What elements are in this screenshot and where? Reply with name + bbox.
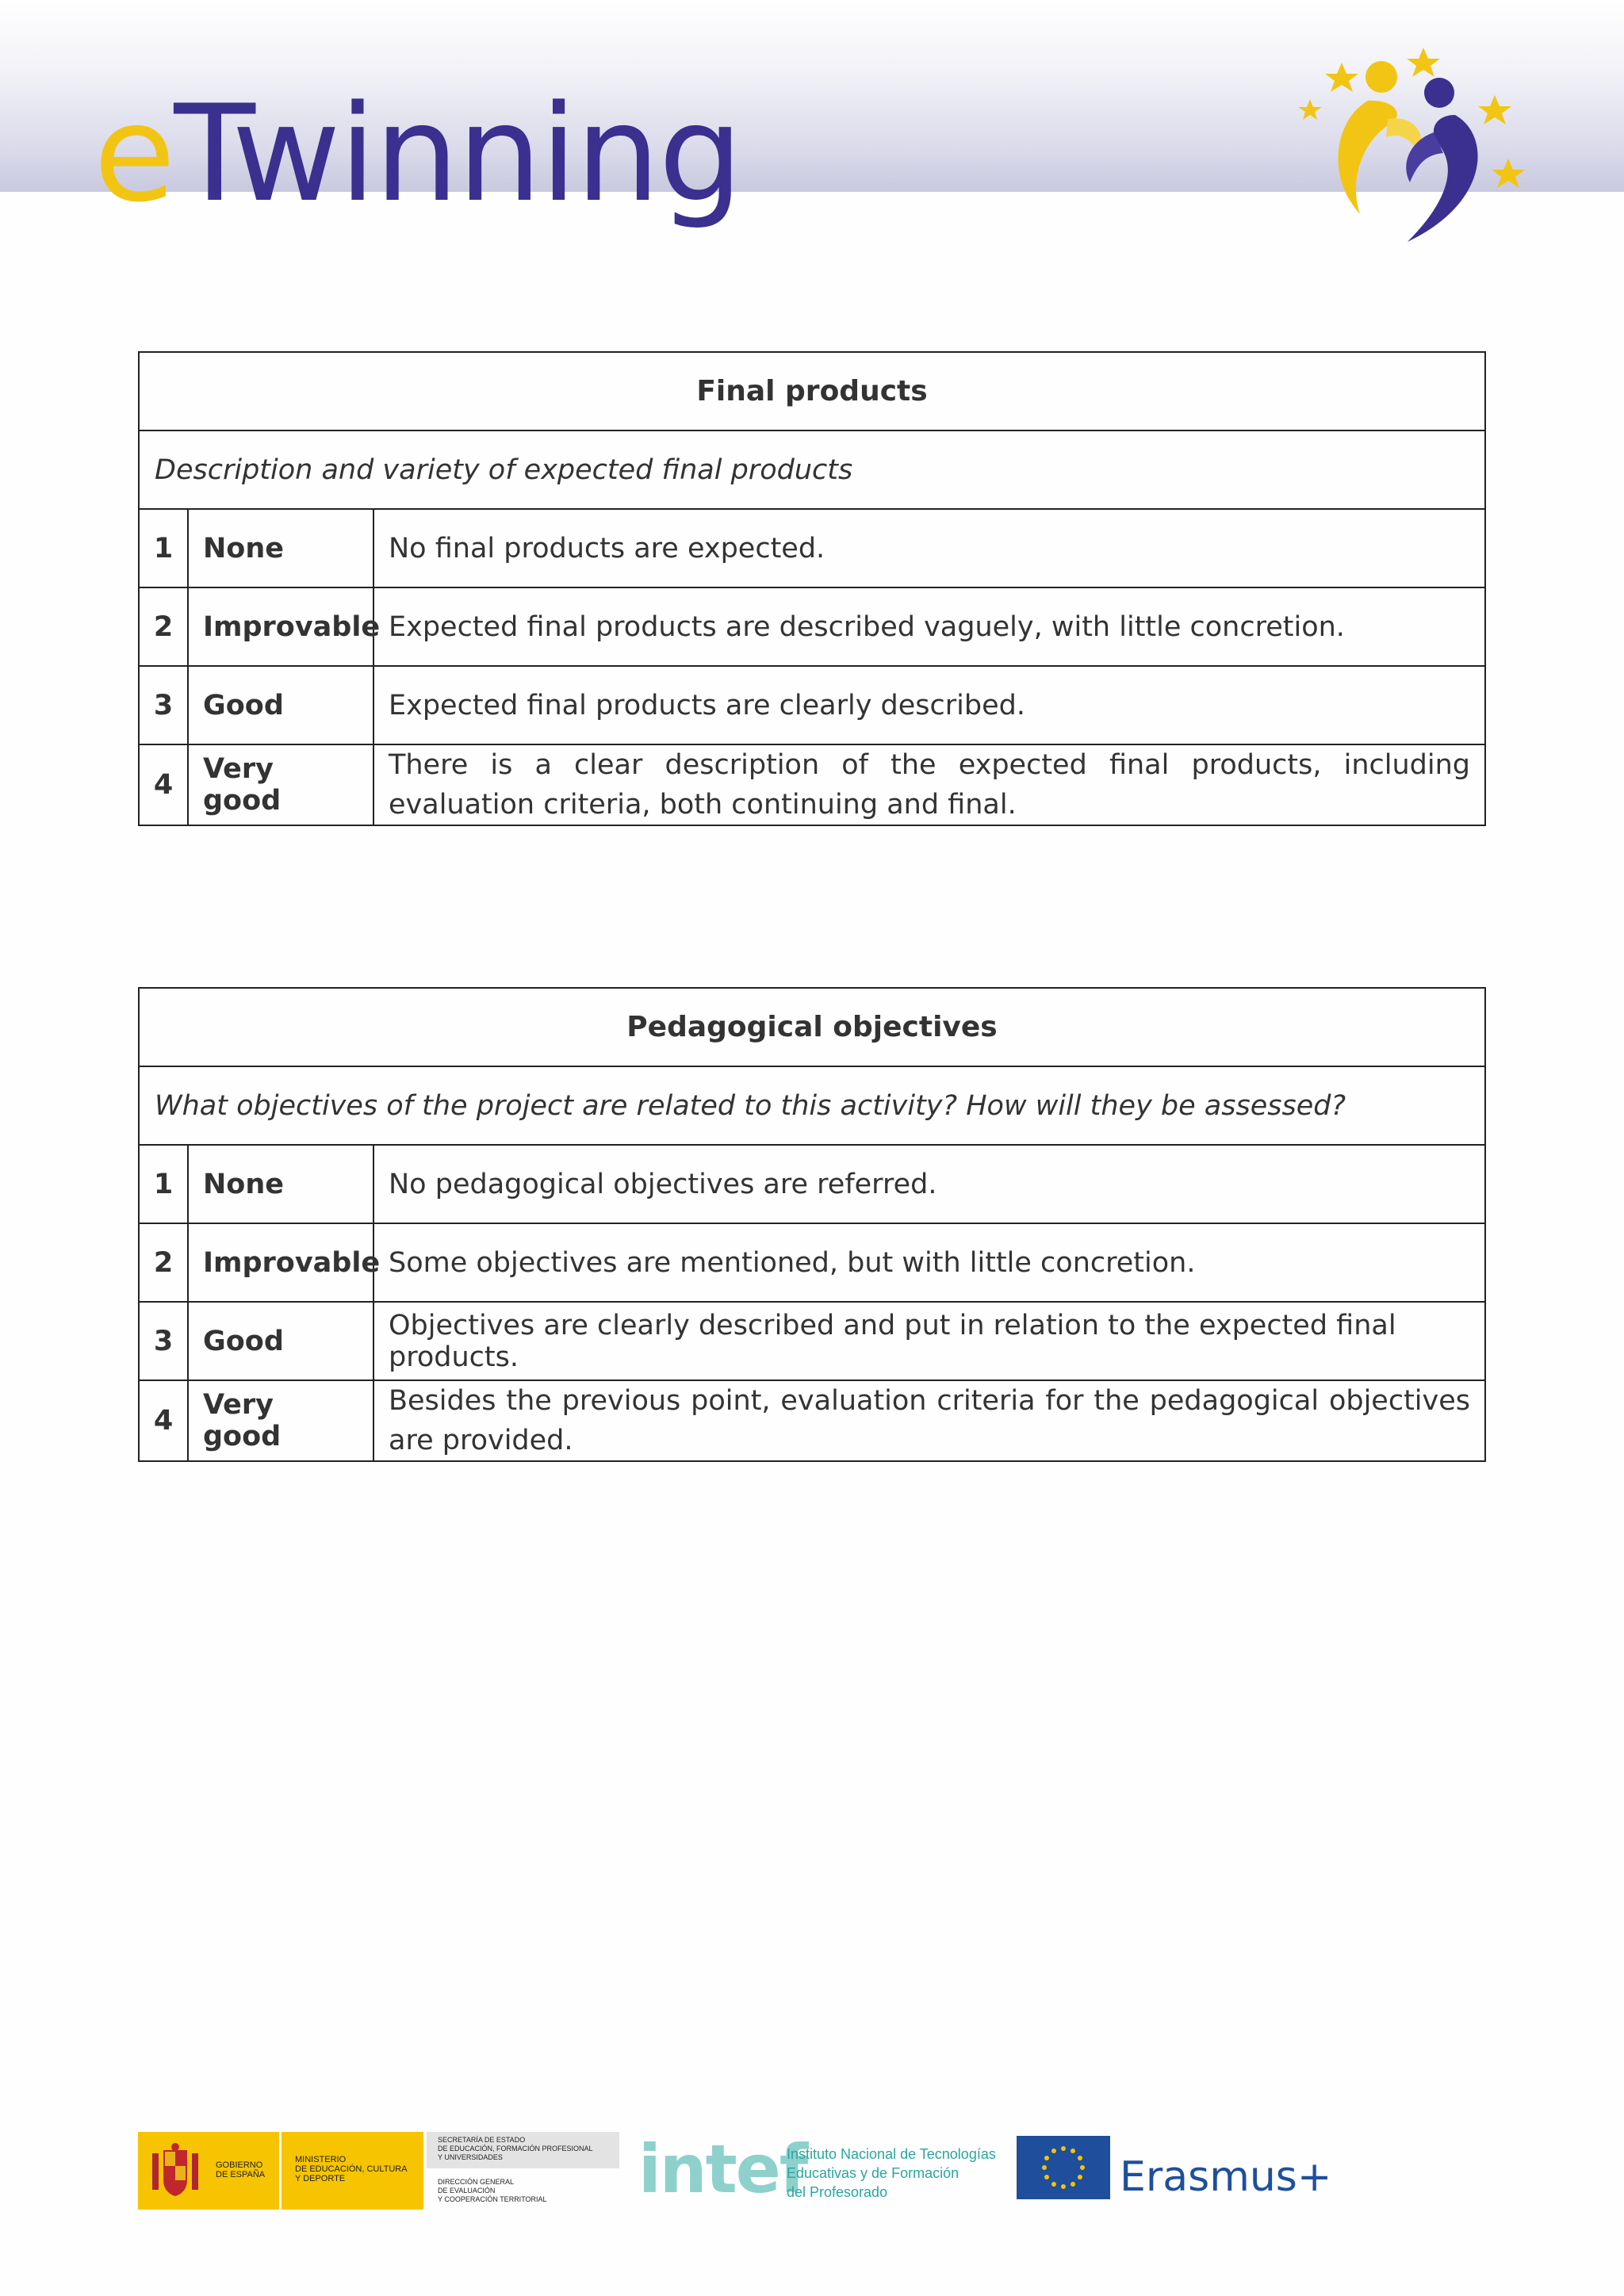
table-row [139, 1302, 1485, 1380]
score-level: Very good [188, 1380, 373, 1461]
score-description: There is a clear description of the expected final products, including evaluation criteria, both continuing and final. [373, 744, 1485, 825]
table-subtitle-row [139, 430, 1485, 509]
score-level: Very good [188, 744, 373, 825]
secretaria-text: SECRETARÍA DE ESTADO DE EDUCACIÓN, FORMACIÓN PROFESIONAL Y UNIVERSIDADES [438, 2136, 593, 2161]
table-row [139, 1223, 1485, 1302]
table-title-row [139, 352, 1485, 430]
gobierno-text: GOBIERNO DE ESPAÑA [216, 2160, 266, 2179]
score-number: 3 [139, 666, 188, 744]
score-description: No final products are expected. [373, 509, 1485, 587]
score-number: 4 [139, 1380, 188, 1461]
ministerio-text: MINISTERIO DE EDUCACIÓN, CULTURA Y DEPORTE [295, 2155, 408, 2183]
score-level: Improvable [188, 1223, 373, 1302]
score-description: Objectives are clearly described and put in relation to the expected final products. [373, 1302, 1485, 1380]
score-level: Good [188, 1302, 373, 1380]
star-icon [1325, 63, 1358, 92]
score-description: Expected final products are clearly described. [373, 666, 1485, 744]
score-level: Good [188, 666, 373, 744]
score-description: No pedagogical objectives are referred. [373, 1145, 1485, 1223]
score-number: 1 [139, 509, 188, 587]
table-row [139, 1380, 1485, 1461]
score-number: 4 [139, 744, 188, 825]
table-row [139, 509, 1485, 587]
erasmus-logo: Erasmus+ [1120, 2153, 1332, 2201]
secretaria-logo [427, 2132, 619, 2210]
score-number: 2 [139, 587, 188, 666]
gobierno-divider [279, 2132, 282, 2210]
score-description: Expected final products are described vaguely, with little concretion. [373, 587, 1485, 666]
table-subtitle: Description and variety of expected final products [139, 430, 1485, 509]
score-level: None [188, 509, 373, 587]
star-icon [1298, 99, 1322, 120]
score-number: 2 [139, 1223, 188, 1302]
child-head-purple [1424, 78, 1454, 108]
child-head-yellow [1365, 61, 1397, 93]
intef-logo: intef [638, 2130, 807, 2208]
table-row [139, 744, 1485, 825]
table-title: Pedagogical objectives [139, 988, 1485, 1066]
logo-e: e [94, 76, 174, 232]
footer-logos [0, 2125, 1624, 2220]
table-title: Final products [139, 352, 1485, 430]
table-subtitle-row [139, 1066, 1485, 1145]
intef-fullname: Instituto Nacional de Tecnologías Educativas y de Formación del Profesorado [787, 2146, 996, 2200]
table-row [139, 666, 1485, 744]
final-products-table [138, 351, 1486, 826]
logo-twinning: Twinning [174, 76, 741, 232]
table-subtitle: What objectives of the project are related to this activity? How will they be assessed? [139, 1066, 1485, 1145]
score-description: Besides the previous point, evaluation criteria for the pedagogical objectives are provided. [373, 1380, 1485, 1461]
pedagogical-objectives-table [138, 987, 1486, 1462]
table-row [139, 1145, 1485, 1223]
table-row [139, 587, 1485, 666]
star-icon [1492, 159, 1525, 188]
score-description: Some objectives are mentioned, but with little concretion. [373, 1223, 1485, 1302]
direccion-text: DIRECCIÓN GENERAL DE EVALUACIÓN Y COOPERACIÓN TERRITORIAL [438, 2178, 547, 2203]
child-body-yellow [1338, 101, 1396, 214]
star-icon [1478, 95, 1511, 124]
eu-flag-icon [1017, 2136, 1110, 2199]
coat-of-arms-icon [147, 2142, 203, 2199]
score-number: 1 [139, 1145, 188, 1223]
table-title-row [139, 988, 1485, 1066]
star-icon [1407, 48, 1440, 77]
etwinning-mascot-icon [1293, 44, 1538, 250]
score-level: Improvable [188, 587, 373, 666]
etwinning-logo [94, 76, 741, 246]
score-number: 3 [139, 1302, 188, 1380]
score-level: None [188, 1145, 373, 1223]
